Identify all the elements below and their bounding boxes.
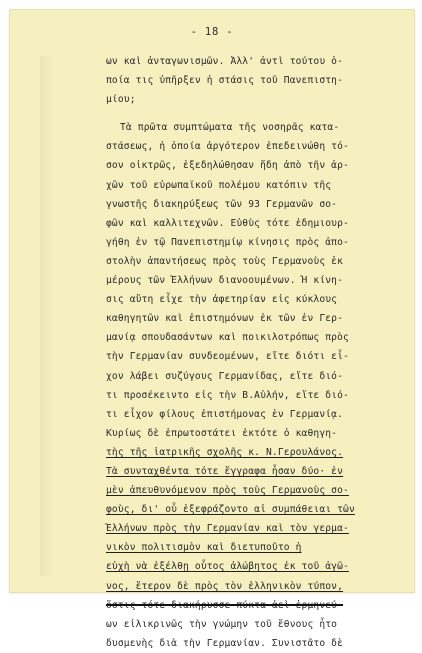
underlined-text-line: φοὺς, δι' οὗ ἐξεφράζοντο αἱ συμπάθειαι τῶν	[106, 504, 355, 516]
text-line: μέρους τῶν Ἑλλήνων διανοουμένων. Ἡ κίνη-	[106, 275, 344, 287]
underlined-text-line: νος, ἕτερον δὲ πρὸς τὸν ἑλληνικὸν τύπον,	[106, 580, 344, 592]
text-line: φῶν καὶ καλλιτεχνῶν. Εὐθὺς τότε ἐδημιουρ-	[106, 217, 349, 229]
text-line: τὴν Γερμανίαν συνδεομένων, εἴτε διότι εἶ-	[106, 351, 349, 363]
text-line: σις αὕτη εἶχε τὴν ἀφετηρίαν εἰς κύκλους	[106, 294, 338, 306]
underlined-text-line: νικὸν πολιτισμὸν καὶ διετυποῦτο ἡ	[106, 542, 302, 554]
underlined-text-line: τὴς τῆς ἰατρικῆς σχολῆς κ. Ν.Γερουλάνος.	[106, 446, 344, 458]
underlined-text-line: Τὰ συνταχθέντα τότε ἔγγραφα ἦσαν δύο· ἐν	[106, 465, 344, 477]
typed-text-block	[106, 52, 396, 653]
text-line: γνωστῆς διακηρύξεως τῶν 93 Γερμανῶν σο-	[106, 198, 338, 210]
text-line: ων εἰλικρινῶς τὴν γνώμην τοῦ ἔθνους ἦτο	[106, 618, 338, 630]
underlined-text-line: μὲν ἀπευθυνόμενον πρὸς τοὺς Γερμανοὺς σο-	[106, 485, 349, 497]
text-line: στολὴν ἀπαντήσεως πρὸς τοὺς Γερμανοὺς ἐκ	[106, 255, 344, 267]
struck-through-text-line: ὅστις τότε διακήρυσσε πύκτα ἀεὶ ἑρμηνεύ-	[106, 599, 344, 611]
document-page	[10, 10, 414, 649]
underlined-text-line: Ἑλλήνων πρὸς τὴν Γερμανίαν καὶ τὸν γερμα-	[106, 523, 349, 535]
text-line: μανίᾳ σπουδασάντων καὶ ποικιλοτρόπως πρὸς	[106, 332, 349, 344]
text-line: ων καὶ ἀνταγωνισμῶν. Ἀλλ' ἀντὶ τούτου ὁ-	[106, 56, 344, 67]
text-line: γήθη ἐν τῷ Πανεπιστημίῳ κίνησις πρὸς ἀπο-	[106, 236, 349, 248]
text-line: τι προσέκειντο εἰς τὴν Β.Αὐλήν, εἴτε διό-	[106, 389, 349, 401]
text-line: χῶν τοῦ εὐρωπαϊκοῦ πολέμου κατόπιν τῆς	[106, 179, 332, 191]
paragraph-gap	[106, 109, 396, 118]
text-line: μίου;	[106, 94, 136, 106]
text-line: στάσεως, ἡ ὁποία ἀργότερον ἐπεδεινώθη τό-	[106, 141, 349, 153]
text-line: Κυρίως δὲ ἐπρωτοστάτει ἐκτότε ὁ καθηγη-	[106, 427, 338, 439]
underlined-text-line: εὐχὴ νὰ ἐξέλθῃ οὗτος ἀλώβητος ἐκ τοῦ ἀγῶ-	[106, 561, 349, 573]
text-line: σον οἰκτρῶς, ἐξεδηλώθησαν ἤδη ἀπὸ τῆν ἀρ-	[106, 160, 349, 172]
text-line: δυσμενὴς διὰ τὴν Γερμανίαν. Συνιστᾶτο δὲ	[106, 637, 344, 649]
paragraph-start-line: Τὰ πρῶτα συμπτώματα τῆς νοσηρᾶς κατα-	[120, 122, 340, 134]
page-number: - 18 -	[190, 26, 234, 38]
text-line: χον λάβει συζύγους Γερμανίδας, εἴτε διό-	[106, 370, 344, 382]
text-line: ποία τις ὑπῆρξεν ἡ στάσις τοῦ Πανεπιστη-	[106, 75, 344, 87]
paper-fold-shadow	[40, 56, 60, 576]
text-line: καθηγητῶν καὶ ἐπιστημόνων ἐκ τῶν ἐν Γερ-	[106, 313, 344, 325]
text-line: τι εἶχον φίλους ἐπιστήμονας ἐν Γερμανίᾳ.	[106, 408, 344, 420]
